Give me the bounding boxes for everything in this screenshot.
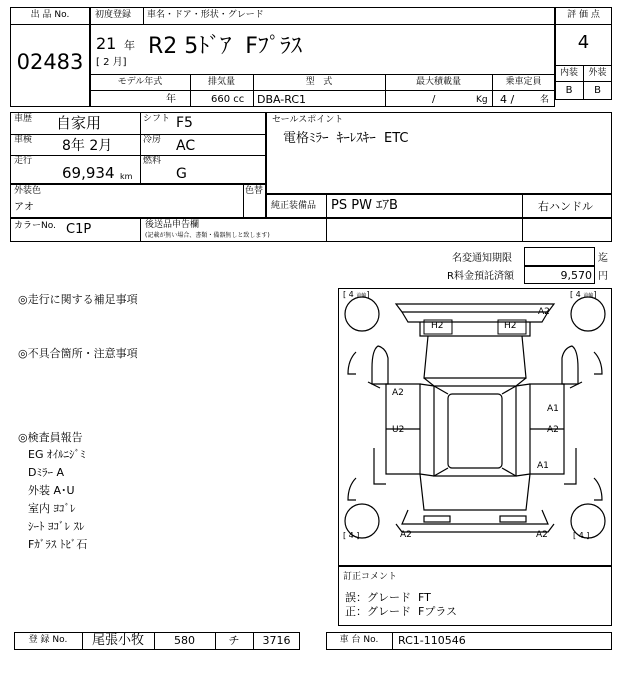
lot-number-label: 出 品 No. bbox=[30, 10, 70, 20]
registration-label: 登 録 No. bbox=[28, 635, 68, 645]
inspector-line: ｼｰﾄ ﾖｺﾞﾚ ｽﾚ bbox=[28, 520, 85, 533]
capacity-unit: 名 bbox=[540, 95, 550, 105]
mileage-label: 走行 bbox=[14, 156, 33, 166]
inspector-line: Fｶﾞﾗｽ ﾄﾋﾞ石 bbox=[28, 538, 88, 551]
inspector-line: EG ｵｲﾙﾆｼﾞﾐ bbox=[28, 448, 86, 461]
capacity-label: 乗車定員 bbox=[505, 77, 542, 87]
registration-area: 尾張小牧 bbox=[91, 633, 144, 648]
fuel-label: 燃料 bbox=[143, 156, 162, 166]
fuel-value: G bbox=[176, 166, 187, 182]
registration-class: 580 bbox=[174, 634, 195, 647]
color-no-label: カラーNo. bbox=[14, 221, 56, 231]
sales-point-value: 電格ﾐﾗｰ ｷｰﾚｽｷｰ ETC bbox=[283, 131, 409, 146]
first-registration-month: [ 2 月] bbox=[96, 57, 127, 68]
repaint-label: 色替 bbox=[245, 186, 264, 196]
ac-label: 冷房 bbox=[143, 135, 162, 145]
equipment-label: 純正装備品 bbox=[271, 201, 317, 211]
inspection-value: 8年 2月 bbox=[62, 138, 113, 154]
first-registration-year-unit: 年 bbox=[124, 39, 135, 52]
correction-line-right: 正：グレード Fプラス bbox=[345, 605, 457, 618]
mark-front-bumper: A2 bbox=[538, 307, 550, 317]
max-load-unit: Kg bbox=[476, 95, 488, 105]
defect-notes-label: ◎不具合箇所・注意事項 bbox=[18, 347, 138, 360]
mark-right-front-door-b: A2 bbox=[547, 425, 559, 435]
mark-left-front-door: A2 bbox=[392, 388, 404, 398]
mark-headlight-right: H2 bbox=[504, 321, 517, 331]
recycle-unit: 円 bbox=[598, 271, 608, 282]
history-label: 車歴 bbox=[14, 114, 33, 124]
history-value: 自家用 bbox=[56, 114, 102, 132]
color-label: 外装色 bbox=[14, 186, 42, 196]
mark-left-rear-door: U2 bbox=[392, 425, 405, 435]
name-change-unit: 迄 bbox=[598, 253, 608, 264]
sales-point-label: セールスポイント bbox=[272, 115, 344, 125]
shift-label: シフト bbox=[143, 114, 171, 124]
recycle-value: 9,570 bbox=[560, 269, 592, 282]
shift-value: F5 bbox=[176, 115, 193, 131]
aftermarket-note: (記載が無い場合、書類・備器無しと致します) bbox=[145, 232, 270, 239]
tire-rear-right: [ 4 ] bbox=[573, 531, 590, 540]
type-label: 型 式 bbox=[305, 77, 333, 87]
mark-right-rear-quarter: A1 bbox=[537, 461, 549, 471]
inspector-report-label: ◎検査員報告 bbox=[18, 431, 83, 444]
first-registration-label: 初度登録 bbox=[95, 10, 132, 20]
color-box bbox=[10, 184, 266, 218]
correction-line-wrong: 誤：グレード FT bbox=[345, 591, 431, 604]
equipment-value: PS PW ｴｱB bbox=[331, 198, 398, 213]
inspector-line: 外装 A･U bbox=[28, 484, 75, 497]
max-load-value: / bbox=[432, 94, 436, 105]
tire-rear-left: [ 4 ] bbox=[343, 531, 360, 540]
car-outline bbox=[338, 288, 612, 566]
score-value: 4 bbox=[577, 32, 590, 53]
car-name: R2 5ﾄﾞｱ Fﾌﾟﾗｽ bbox=[148, 34, 302, 59]
lot-number: 02483 bbox=[16, 50, 84, 74]
mark-rear-bumper-right: A2 bbox=[536, 530, 548, 540]
registration-number: 3716 bbox=[262, 634, 291, 647]
model-year-unit: 年 bbox=[166, 94, 176, 105]
displacement-value: 660 cc bbox=[211, 94, 245, 105]
name-change-label: 名変通知期限 bbox=[452, 253, 512, 264]
chassis-label: 車 台 No. bbox=[339, 635, 379, 645]
handle-value: 右ハンドル bbox=[538, 200, 593, 213]
tire-front-right: [ 4 前輪] bbox=[570, 290, 597, 299]
spec-left-box bbox=[10, 112, 266, 184]
correction-label: 訂正コメント bbox=[343, 572, 398, 582]
interior-grade: B bbox=[565, 85, 573, 96]
displacement-label: 排気量 bbox=[207, 77, 235, 87]
interior-label: 内装 bbox=[559, 68, 578, 78]
exterior-label: 外装 bbox=[588, 68, 607, 78]
tire-front-left: [ 4 前輪] bbox=[343, 290, 370, 299]
first-registration-year: 21 bbox=[96, 34, 117, 53]
model-year-label: モデル年式 bbox=[117, 77, 163, 87]
chassis-number: RC1-110546 bbox=[398, 634, 466, 647]
mark-rear-bumper-left: A2 bbox=[400, 530, 412, 540]
color-value: アオ bbox=[14, 202, 34, 213]
mark-right-front-door-a: A1 bbox=[547, 404, 559, 414]
recycle-label: R料金預託済額 bbox=[447, 271, 514, 282]
mark-headlight-left: H2 bbox=[431, 321, 444, 331]
type-value: DBA-RC1 bbox=[257, 93, 307, 106]
inspector-line: Dﾐﾗｰ A bbox=[28, 466, 64, 479]
score-label: 評 価 点 bbox=[567, 10, 600, 20]
color-no-value: C1P bbox=[66, 222, 92, 237]
exterior-grade: B bbox=[594, 85, 601, 96]
ac-value: AC bbox=[176, 138, 196, 154]
registration-kana: チ bbox=[228, 634, 240, 647]
aftermarket-label: 後送品申告欄 bbox=[145, 220, 200, 230]
vehicle-name-label: 車名・ドア・形状・グレード bbox=[147, 10, 264, 20]
inspection-label: 車検 bbox=[14, 135, 33, 145]
mileage-unit: km bbox=[120, 172, 133, 181]
capacity-value: 4 / bbox=[500, 93, 515, 106]
mileage-value: 69,934 bbox=[62, 164, 115, 182]
inspector-line: 室内 ﾖｺﾞﾚ bbox=[28, 502, 76, 515]
name-change-field bbox=[524, 247, 595, 266]
driving-notes-label: ◎走行に関する補足事項 bbox=[18, 293, 138, 306]
max-load-label: 最大積載量 bbox=[415, 77, 461, 87]
